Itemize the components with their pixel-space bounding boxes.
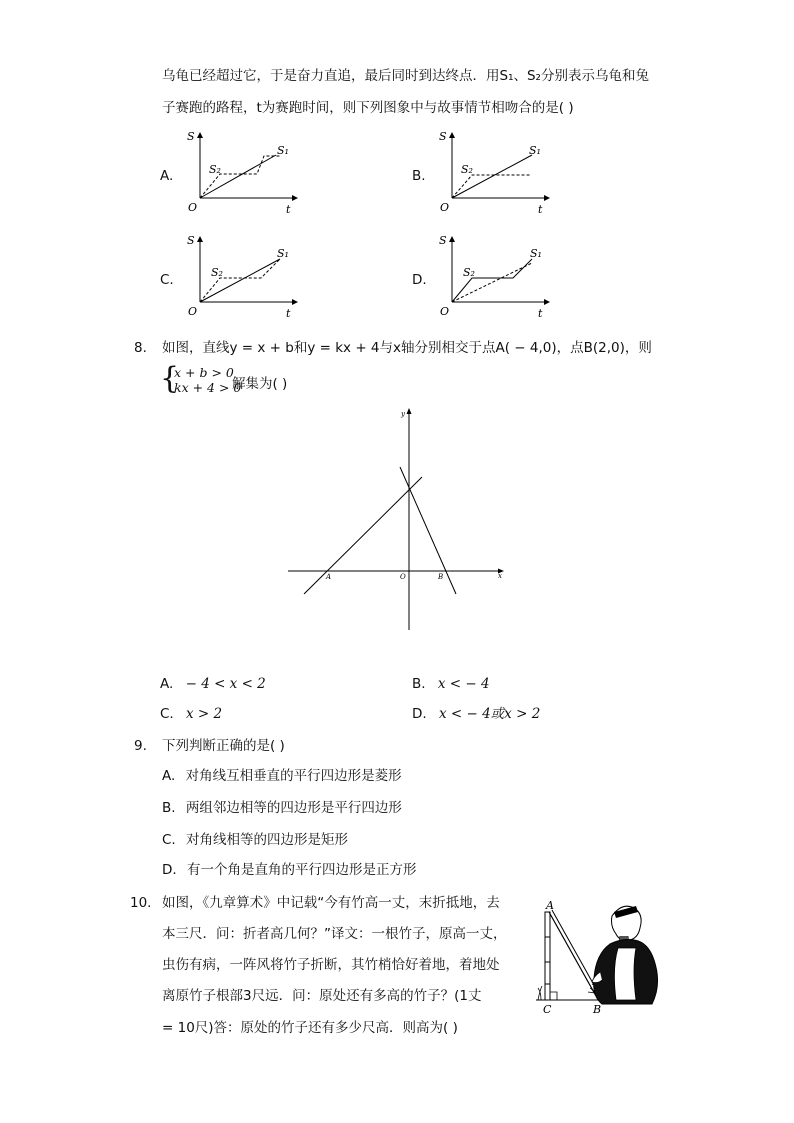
- q9-option-c-text: 对角线相等的四边形是矩形: [186, 832, 349, 848]
- q7-option-d-letter[interactable]: D.: [412, 272, 427, 288]
- q8-number: 8.: [134, 340, 147, 356]
- q10-point-b: B: [593, 1003, 602, 1016]
- q7a-s1: S₁: [277, 144, 289, 157]
- q10-point-a: A: [546, 899, 554, 912]
- q8-system-top: x + b > 0: [174, 365, 234, 380]
- q8-option-c-letter: C.: [160, 706, 174, 722]
- q9-option-d[interactable]: [162, 860, 416, 880]
- q8-option-c[interactable]: [160, 704, 222, 724]
- q10-line4: 离原竹子根部3尺远．问：原处还有多高的竹子？(1丈: [162, 988, 482, 1004]
- q8-option-b-letter: B.: [412, 676, 426, 692]
- q8-origin: O: [400, 573, 406, 581]
- q8-point-a: A: [326, 573, 332, 581]
- q7b-s-axis: S: [439, 130, 447, 143]
- q7d-origin: O: [440, 305, 450, 318]
- q9-option-d-letter: D.: [162, 862, 177, 878]
- q8-x-label: x: [498, 572, 502, 580]
- q9-option-b-letter: B.: [162, 800, 176, 816]
- q8-stem-line1: 如图，直线y = x + b和y = kx + 4与x轴分别相交于点A( − 4,0)，点B(2,0)，则: [162, 340, 652, 356]
- q8-option-a[interactable]: [160, 674, 266, 694]
- q8-stem-tail: 解集为( ): [232, 376, 288, 392]
- q7c-s1: S₁: [277, 247, 289, 260]
- q9-option-d-text: 有一个角是直角的平行四边形是正方形: [186, 862, 417, 878]
- q8-point-b: B: [438, 573, 444, 581]
- q7d-s1: S₁: [530, 247, 542, 260]
- q9-option-b[interactable]: [162, 798, 402, 818]
- q10-bamboo-illustration: [530, 892, 662, 1018]
- q7-option-c-letter[interactable]: C.: [160, 272, 174, 288]
- q8-inequality-system: [160, 361, 242, 398]
- q7-graph-a: [180, 128, 300, 218]
- q8-option-d[interactable]: [412, 704, 540, 724]
- q8-y-label: y: [401, 410, 405, 418]
- q7c-origin: O: [188, 305, 198, 318]
- q8-option-a-text: − 4 < x < 2: [185, 676, 266, 692]
- q9-option-b-text: 两组邻边相等的四边形是平行四边形: [185, 800, 402, 816]
- q10-line1: 如图，《九章算术》中记载“今有竹高一丈，末折抵地，去: [162, 895, 500, 911]
- q9-option-c[interactable]: [162, 830, 348, 850]
- q8-option-d-text: x < − 4或x > 2: [438, 706, 541, 722]
- q7b-t-axis: t: [538, 203, 543, 216]
- q10-point-c: C: [543, 1003, 552, 1016]
- q7b-origin: O: [440, 201, 450, 214]
- q7-graph-b: [432, 128, 552, 218]
- q9-option-a[interactable]: [162, 766, 402, 786]
- q7-stem-line1: 乌龟已经超过它，于是奋力直追，最后同时到达终点．用S₁、S₂分别表示乌龟和兔: [162, 68, 649, 84]
- q8-option-c-text: x > 2: [186, 706, 223, 722]
- brace-icon: {: [160, 361, 180, 396]
- q8-option-a-letter: A.: [160, 676, 174, 692]
- q7c-t-axis: t: [286, 307, 291, 320]
- q10-line3: 虫伤有病，一阵风将竹子折断，其竹梢恰好着地，着地处: [162, 957, 500, 973]
- q7-graph-d: [432, 232, 552, 322]
- q7a-s-axis: S: [187, 130, 195, 143]
- q7c-s2: S₂: [211, 266, 223, 279]
- q7d-t-axis: t: [538, 307, 543, 320]
- q8-system-bottom: kx + 4 > 0: [174, 380, 242, 395]
- q7b-s2: S₂: [461, 163, 473, 176]
- q9-number: 9.: [134, 738, 147, 754]
- q8-option-d-letter: D.: [412, 706, 427, 722]
- q8-option-b-text: x < − 4: [437, 676, 490, 692]
- q10-line2: 本三尺．问：折者高几何？”译文：一根竹子，原高一丈，: [162, 926, 507, 942]
- q7-option-b-letter[interactable]: B.: [412, 168, 426, 184]
- q10-line5: = 10尺)答：原处的竹子还有多少尺高．则高为( ): [162, 1020, 458, 1036]
- q7a-t-axis: t: [286, 203, 291, 216]
- q7d-s2: S₂: [463, 266, 475, 279]
- q7b-s1: S₁: [529, 144, 541, 157]
- q7-stem-line2: 子赛跑的路程，t为赛跑时间，则下列图象中与故事情节相吻合的是( ): [162, 100, 574, 116]
- q7a-origin: O: [188, 201, 198, 214]
- q9-option-c-letter: C.: [162, 832, 176, 848]
- q8-figure: [280, 404, 510, 636]
- q7c-s-axis: S: [187, 234, 195, 247]
- q9-stem: 下列判断正确的是( ): [162, 738, 285, 754]
- q8-option-b[interactable]: [412, 674, 490, 694]
- q7-graph-c: [180, 232, 300, 322]
- q7a-s2: S₂: [209, 163, 221, 176]
- q7-option-a-letter[interactable]: A.: [160, 168, 174, 184]
- q9-option-a-text: 对角线互相垂直的平行四边形是菱形: [185, 768, 402, 784]
- q9-option-a-letter: A.: [162, 768, 176, 784]
- q10-number: 10.: [130, 895, 152, 911]
- q7d-s-axis: S: [439, 234, 447, 247]
